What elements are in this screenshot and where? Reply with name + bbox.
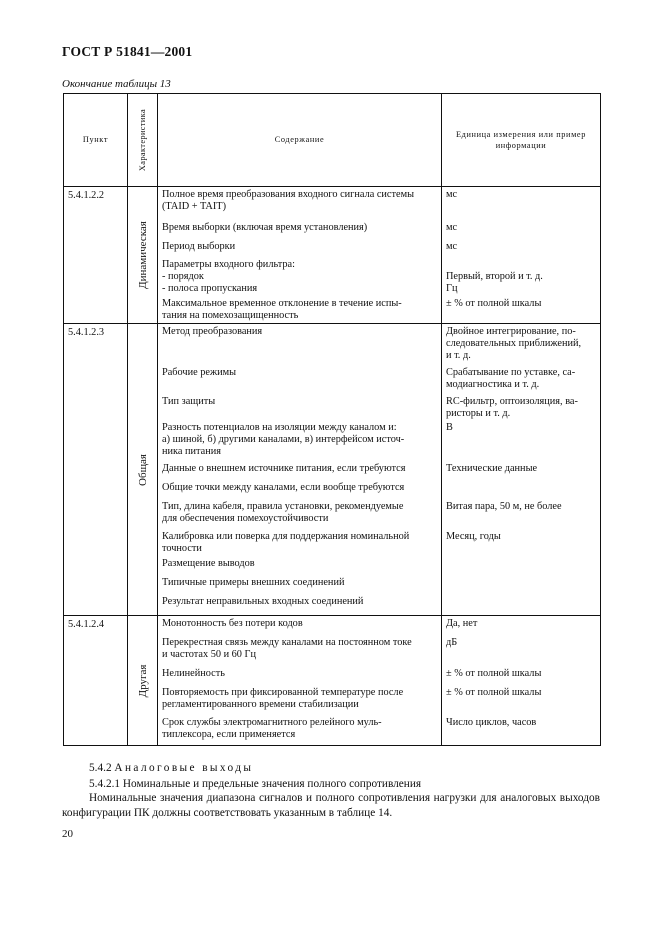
content-line: типлексора, если применяется	[162, 729, 296, 740]
item-code: 5.4.1.2.2	[64, 187, 128, 324]
unit-item	[442, 666, 600, 685]
item-code: 5.4.1.2.3	[64, 324, 128, 616]
content-item	[158, 420, 441, 461]
content-line: Время выборки (включая время установления)	[162, 222, 368, 233]
content-item	[158, 594, 441, 615]
unit-line: Срабатывание по уставке, са-	[446, 367, 576, 378]
content-line: Тип защиты	[162, 396, 216, 407]
content-line: Нелинейность	[162, 668, 225, 679]
unit-item	[442, 187, 600, 220]
content-line: и частотах 50 и 60 Гц	[162, 649, 256, 660]
unit-cell	[442, 324, 601, 616]
category-label: Другая	[136, 664, 149, 697]
content-item	[158, 685, 441, 715]
unit-line	[446, 558, 596, 570]
content-item	[158, 239, 441, 257]
content-line: Метод преобразования	[162, 326, 263, 337]
content-line: Перекрестная связь между каналами на постоянном токе	[162, 637, 412, 648]
section-title: Аналоговые выходы	[114, 762, 254, 774]
unit-line: Витая пара, 50 м, не более	[446, 501, 562, 512]
content-item	[158, 635, 441, 666]
unit-line: следовательных приближений,	[446, 338, 582, 349]
content-item	[158, 257, 441, 296]
unit-line: RC-фильтр, оптоизоляция, ва-	[446, 396, 578, 407]
content-line: ника питания	[162, 446, 221, 457]
content-line: Данные о внешнем источнике питания, если требуются	[162, 463, 406, 474]
unit-line: Гц	[446, 283, 458, 294]
spec-table	[63, 93, 601, 746]
content-line: для обеспечения помехоустойчивости	[162, 513, 329, 524]
content-line: Параметры входного фильтра:	[162, 259, 295, 270]
content-line: Монотонность без потери кодов	[162, 618, 303, 629]
content-line: - порядок	[162, 271, 204, 282]
unit-item	[442, 635, 600, 666]
unit-item	[442, 685, 600, 715]
subsection-heading: 5.4.2.1 Номинальные и предельные значения полного сопротивления	[89, 778, 422, 790]
unit-line: ± % от полной шкалы	[446, 668, 542, 679]
item-code: 5.4.1.2.4	[64, 616, 128, 746]
unit-line	[446, 596, 596, 608]
unit-line: Да, нет	[446, 618, 478, 629]
unit-line: В	[446, 422, 453, 433]
section-number: 5.4.2	[89, 762, 112, 774]
category-cell	[128, 187, 158, 324]
content-line: Результат неправильных входных соединений	[162, 596, 364, 607]
content-item	[158, 529, 441, 556]
content-line: Калибровка или поверка для поддержания номинальной	[162, 531, 410, 542]
content-item	[158, 296, 441, 323]
unit-line: мс	[446, 222, 458, 233]
unit-item	[442, 220, 600, 239]
page-number: 20	[62, 828, 73, 840]
unit-line: Месяц, годы	[446, 531, 501, 542]
content-line: Повторяемость при фиксированной температуре после	[162, 687, 404, 698]
content-line: тания на помехозащищенность	[162, 310, 299, 321]
content-cell	[158, 187, 442, 324]
unit-item	[442, 575, 600, 594]
content-item	[158, 499, 441, 529]
content-cell	[158, 324, 442, 616]
content-line: Максимальное временное отклонение в течение испы-	[162, 298, 402, 309]
content-line: Рабочие режимы	[162, 367, 237, 378]
unit-line: мс	[446, 189, 458, 200]
table-caption: Окончание таблицы 13	[62, 78, 171, 90]
body-paragraph: Номинальные значения диапазона сигналов и полного сопротивления нагрузки для аналоговых выходов конфигурации ПК должны соответствовать указанным в таблице 14.	[62, 792, 600, 819]
unit-item	[442, 594, 600, 615]
unit-item	[442, 394, 600, 420]
content-line: Период выборки	[162, 241, 236, 252]
unit-line: модиагностика и т. д.	[446, 379, 540, 390]
table-row	[64, 324, 601, 616]
content-line: Срок службы электромагнитного релейного муль-	[162, 717, 382, 728]
unit-line: мс	[446, 241, 458, 252]
unit-line	[446, 259, 596, 271]
content-line: Типичные примеры внешних соединений	[162, 577, 345, 588]
unit-cell	[442, 616, 601, 746]
content-line: регламентированного времени стабилизации	[162, 699, 359, 710]
content-item	[158, 556, 441, 575]
unit-line: Первый, второй и т. д.	[446, 271, 543, 282]
content-item	[158, 480, 441, 499]
content-cell	[158, 616, 442, 746]
unit-item	[442, 556, 600, 575]
content-line: - полоса пропускания	[162, 283, 258, 294]
content-item	[158, 324, 441, 365]
header-characteristic	[128, 94, 158, 187]
content-item	[158, 575, 441, 594]
unit-line: Технические данные	[446, 463, 538, 474]
unit-item	[442, 296, 600, 323]
header-characteristic-text: Характеристика	[137, 108, 147, 172]
table-header-row	[64, 94, 601, 187]
unit-line: ристоры и т. д.	[446, 408, 511, 419]
header-content: Содержание	[158, 94, 442, 187]
content-line: Полное время преобразования входного сигнала системы	[162, 189, 415, 200]
content-item	[158, 666, 441, 685]
unit-line: Число циклов, часов	[446, 717, 537, 728]
table-row	[64, 616, 601, 746]
table-row	[64, 187, 601, 324]
content-line: Общие точки между каналами, если вообще требуются	[162, 482, 405, 493]
content-item	[158, 365, 441, 394]
content-item	[158, 715, 441, 745]
unit-item	[442, 480, 600, 499]
section-heading	[89, 762, 599, 774]
unit-item	[442, 529, 600, 556]
unit-item	[442, 324, 600, 365]
header-item: Пункт	[64, 94, 128, 187]
content-item	[158, 616, 441, 635]
unit-item	[442, 257, 600, 296]
content-item	[158, 394, 441, 420]
content-item	[158, 461, 441, 480]
content-item	[158, 220, 441, 239]
unit-item	[442, 239, 600, 257]
category-label: Общая	[136, 453, 149, 486]
unit-cell	[442, 187, 601, 324]
unit-item	[442, 715, 600, 745]
unit-item	[442, 499, 600, 529]
category-cell	[128, 324, 158, 616]
unit-line	[446, 482, 596, 494]
content-item	[158, 187, 441, 220]
unit-line: Двойное интегрирование, по-	[446, 326, 576, 337]
category-cell	[128, 616, 158, 746]
content-line: точности	[162, 543, 202, 554]
content-line: Разность потенциалов на изоляции между каналом и:	[162, 422, 397, 433]
table-body	[64, 187, 601, 746]
content-line: Тип, длина кабеля, правила установки, рекомендуемые	[162, 501, 404, 512]
unit-line	[446, 577, 596, 589]
content-line: Размещение выводов	[162, 558, 255, 569]
content-line: а) шиной, б) другими каналами, в) интерфейсом источ-	[162, 434, 405, 445]
document-header: ГОСТ Р 51841—2001	[62, 44, 193, 59]
unit-item	[442, 365, 600, 394]
unit-item	[442, 616, 600, 635]
header-unit: Единица измерения или пример информации	[442, 94, 601, 187]
unit-line: ± % от полной шкалы	[446, 687, 542, 698]
unit-line: дБ	[446, 637, 458, 648]
unit-item	[442, 420, 600, 461]
unit-line: и т. д.	[446, 350, 471, 361]
category-label: Динамическая	[136, 221, 149, 289]
content-line: (TAID + TAIT)	[162, 201, 227, 212]
unit-item	[442, 461, 600, 480]
unit-line: ± % от полной шкалы	[446, 298, 542, 309]
